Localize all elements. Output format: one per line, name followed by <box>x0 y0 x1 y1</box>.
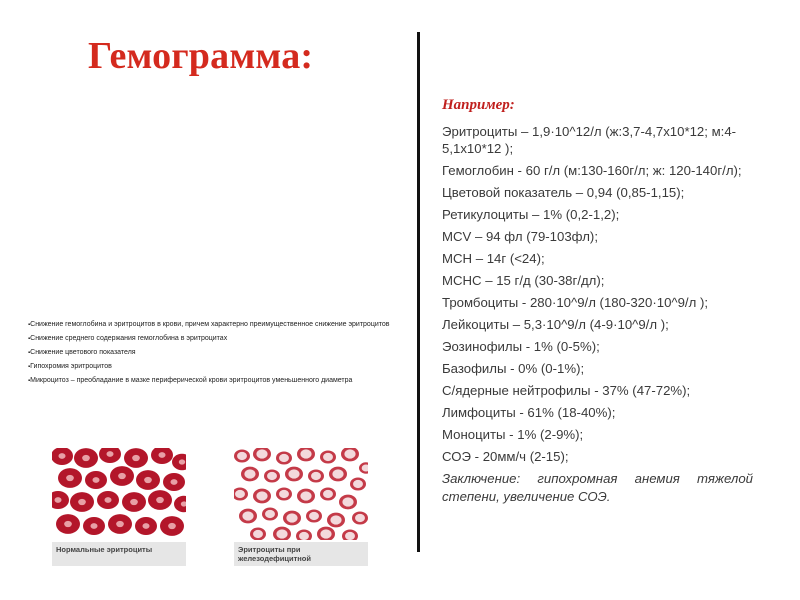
erythrocyte-cell <box>306 509 322 522</box>
finding-item: ▪Снижение среднего содержания гемоглобина в эритроцитах <box>28 335 228 342</box>
erythrocyte-cell <box>297 448 315 461</box>
erythrocyte-cell <box>74 448 98 468</box>
erythrocyte-cell <box>97 491 119 509</box>
erythrocyte-cell <box>262 507 278 520</box>
erythrocyte-cell <box>359 462 368 473</box>
erythrocyte-cell <box>342 529 358 540</box>
erythrocyte-cell <box>234 487 248 500</box>
erythrocyte-cell <box>253 448 271 461</box>
erythrocyte-cell <box>172 454 186 470</box>
erythrocyte-cell <box>108 514 132 534</box>
normal-cells-illustration <box>52 448 186 540</box>
lab-value-row: Моноциты - 1% (2-9%); <box>442 426 584 442</box>
erythrocyte-cell <box>70 492 94 512</box>
erythrocyte-cell <box>239 509 257 524</box>
lab-value-row: MCHC – 15 г/д (30-38г/дл); <box>442 273 605 289</box>
erythrocyte-cell <box>352 511 368 524</box>
lab-value-row: Базофилы - 0% (0-1%); <box>442 361 585 377</box>
erythrocyte-cell <box>241 467 259 482</box>
erythrocyte-cell <box>58 468 82 488</box>
erythrocyte-cell <box>135 517 157 535</box>
lab-value-row: Лейкоциты – 5,3·10^9/л (4-9·10^9/л ); <box>442 317 669 333</box>
erythrocyte-cell <box>148 490 172 510</box>
finding-item: ▪Снижение цветового показателя <box>28 349 136 356</box>
erythrocyte-cell <box>253 489 271 504</box>
erythrocyte-cell <box>151 448 173 464</box>
erythrocyte-cell <box>276 487 292 500</box>
erythrocyte-cell <box>329 467 347 482</box>
example-heading: Например: <box>442 97 515 113</box>
erythrocyte-cell <box>110 466 134 486</box>
erythrocyte-cell <box>234 449 250 462</box>
erythrocyte-cell <box>350 477 366 490</box>
erythrocyte-cell <box>85 471 107 489</box>
erythrocyte-cell <box>124 448 148 468</box>
erythrocyte-cell <box>285 467 303 482</box>
lab-value-row: MCV – 94 фл (79-103фл); <box>442 229 598 245</box>
lab-value-row: Гемоглобин - 60 г/л (м:130-160г/л; ж: 120-140г/л); <box>442 163 742 179</box>
lab-values-list <box>442 123 753 466</box>
anemia-erythrocytes-image <box>234 448 368 540</box>
erythrocyte-cell <box>297 489 315 504</box>
erythrocyte-cell <box>136 470 160 490</box>
erythrocyte-cell <box>52 491 69 509</box>
lab-value-row: С/ядерные нейтрофилы - 37% (47-72%); <box>442 383 691 399</box>
bullet-icon: ▪ <box>28 378 31 384</box>
bullet-icon: ▪ <box>28 350 31 356</box>
lab-value-row: Цветовой показатель – 0,94 (0,85-1,15); <box>442 185 685 201</box>
erythrocyte-cell <box>339 495 357 510</box>
erythrocyte-cell <box>320 487 336 500</box>
erythrocyte-cell <box>99 448 121 463</box>
erythrocyte-cell <box>174 496 186 512</box>
erythrocyte-cell <box>308 469 324 482</box>
erythrocyte-comparison <box>52 448 382 568</box>
erythrocyte-cell <box>276 451 292 464</box>
erythrocyte-cell <box>283 511 301 526</box>
erythrocyte-cell <box>52 448 73 465</box>
bullet-icon: ▪ <box>28 336 31 342</box>
erythrocyte-cell <box>296 529 312 540</box>
erythrocyte-cell <box>320 450 336 463</box>
erythrocyte-cell <box>122 492 146 512</box>
slide-title: Гемограмма: <box>88 35 314 77</box>
erythrocyte-cell <box>56 514 80 534</box>
lab-value-row: Эритроциты – 1,9·10^12/л (ж:3,7-4,7х10*12; м:4-5,1х10*12 ); <box>442 123 737 157</box>
erythrocyte-cell <box>160 516 184 536</box>
normal-caption: Нормальные эритроциты <box>52 542 186 566</box>
finding-item: ▪Микроцитоз – преобладание в мазке периферической крови эритроцитов уменьшенного диаметра <box>28 377 353 384</box>
normal-erythrocytes-image <box>52 448 186 540</box>
lab-value-row: Ретикулоциты – 1% (0,2-1,2); <box>442 207 620 223</box>
conclusion: Заключение: гипохромная анемия тяжелой степени, увеличение СОЭ. <box>442 470 753 504</box>
anemia-cells-illustration <box>234 448 368 540</box>
anemia-caption: Эритроциты при железодефицитной <box>234 542 368 566</box>
bullet-icon: ▪ <box>28 322 31 328</box>
erythrocyte-cell <box>317 527 335 540</box>
erythrocyte-cell <box>341 448 359 461</box>
lab-value-row: Тромбоциты - 280·10^9/л (180-320·10^9/л ); <box>442 295 709 311</box>
lab-value-row: СОЭ - 20мм/ч (2-15); <box>442 448 569 464</box>
findings-list <box>28 320 400 390</box>
erythrocyte-cell <box>264 469 280 482</box>
finding-item: ▪Гипохромия эритроцитов <box>28 363 112 370</box>
erythrocyte-cell <box>327 513 345 528</box>
erythrocyte-cell <box>163 473 185 491</box>
vertical-divider <box>417 32 420 552</box>
erythrocyte-cell <box>250 527 266 540</box>
example-panel <box>442 97 753 510</box>
lab-value-row: Лимфоциты - 61% (18-40%); <box>442 405 616 420</box>
bullet-icon: ▪ <box>28 364 31 370</box>
finding-item: ▪Снижение гемоглобина и эритроцитов в крови, причем характерно преимущественное снижение эритроцитов <box>28 321 390 328</box>
erythrocyte-cell <box>273 527 291 540</box>
erythrocyte-cell <box>83 517 105 535</box>
lab-value-row: MCH – 14г (<24); <box>442 251 545 267</box>
lab-value-row: Эозинофилы - 1% (0-5%); <box>442 339 600 355</box>
